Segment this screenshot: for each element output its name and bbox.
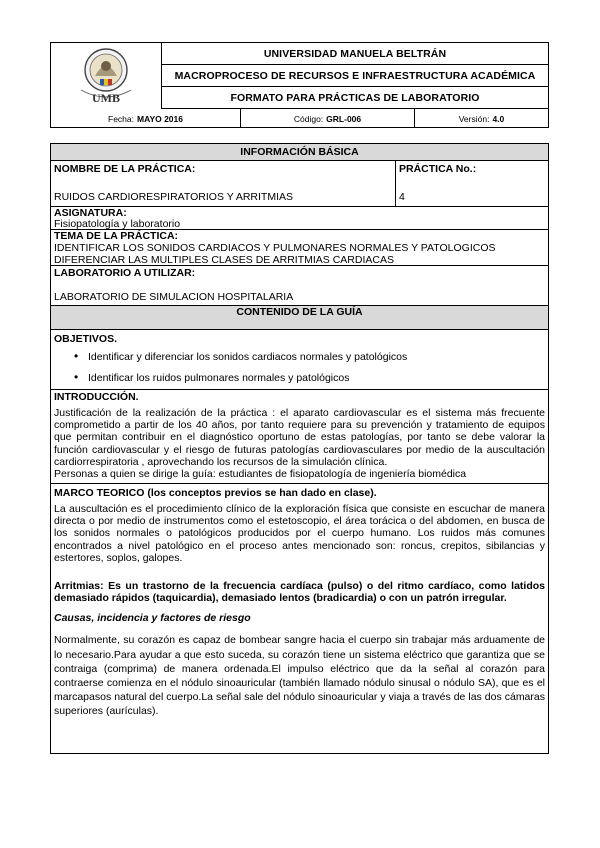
date-cell: Fecha: MAYO 2016 [51, 109, 241, 128]
svg-text:UMB: UMB [92, 91, 120, 105]
objectives-label: OBJETIVOS. [54, 333, 118, 345]
practice-name-value: RUIDOS CARDIORESPIRATORIOS Y ARRITMIAS [54, 191, 294, 203]
document-meta [51, 109, 548, 128]
lab-row [51, 266, 548, 306]
macroprocess-title: MACROPROCESO DE RECURSOS E INFRAESTRUCTURA ACADÉMICA [162, 65, 548, 87]
objectives-section [51, 330, 548, 390]
causes-paragraph: Normalmente, su corazón es capaz de bombear sangre hacia el cuerpo sin trabajar más arduamente de lo necesario.Para ayudar a que esto suceda, su corazón tiene un sistema eléctrico que garantiza que se contraiga (comprima) de manera ordenada.El impulso eléctrico que da la señal al corazón para contraerse comienza en el nódulo sinoauricular (también llamado nódulo sinusal o nódulo SA), que es el marcapasos natural del cuerpo.La señal sale del nódulo sinoauricular y viaja a través de las dos cámaras superiores (aurículas). [54, 634, 545, 718]
topic-row [51, 230, 548, 266]
theory-label: MARCO TEORICO (los conceptos previos se han dado en clase). [54, 487, 377, 499]
format-title: FORMATO PARA PRÁCTICAS DE LABORATORIO [162, 87, 548, 109]
theory-section [51, 484, 548, 753]
subject-value: Fisiopatología y laboratorio [54, 218, 181, 230]
university-name: UNIVERSIDAD MANUELA BELTRÁN [162, 43, 548, 65]
introduction-section [51, 390, 548, 484]
topic-line-2: DIFERENCIAR LAS MULTIPLES CLASES DE ARRITMIAS CARDIACAS [54, 254, 394, 266]
document-header [50, 42, 549, 128]
causes-heading: Causas, incidencia y factores de riesgo [54, 612, 251, 625]
auscultation-paragraph: La auscultación es el procedimiento clínico de la exploración física que consiste en escuchar de manera directa o por medio de instrumentos como el estetoscopio, el área torácica o del abdomen, en busca de los sonidos normales o patológicos producidos por el cuerpo humano. Los ruidos más comunes encontrados a nivel patológico en el proceso antes mencionado son: roncus, crepitos, sibilancias y estertores, soplos, galopes. [54, 503, 545, 564]
code-cell: Código: GRL-006 [241, 109, 415, 128]
umb-seal-icon [67, 46, 145, 106]
version-cell: Versión: 4.0 [458, 113, 505, 124]
guide-content-heading: CONTENIDO DE LA GUÍA [51, 306, 548, 330]
code-value: GRL-006 [326, 113, 362, 124]
practice-name-label: NOMBRE DE LA PRÁCTICA: [54, 163, 196, 175]
practice-number-value: 4 [399, 191, 405, 203]
basic-info-heading: INFORMACIÓN BÁSICA [51, 144, 548, 161]
practice-name-row [51, 161, 548, 207]
objective-item: • Identificar los ruidos pulmonares normales y patológicos [54, 372, 545, 384]
lab-label: LABORATORIO A UTILIZAR: [54, 267, 196, 279]
topic-line-1: IDENTIFICAR LOS SONIDOS CARDIACOS Y PULMONARES NORMALES Y PATOLOGICOS [54, 242, 496, 254]
objective-item: • Identificar y diferenciar los sonidos cardiacos normales y patológicos [54, 351, 545, 363]
practice-info-table [50, 143, 549, 754]
topic-label: TEMA DE LA PRÁCTICA: [54, 230, 179, 242]
objectives-list [54, 351, 545, 384]
target-audience: Personas a quien se dirige la guía: estudiantes de fisiopatología de ingeniería biomédica [54, 468, 467, 481]
university-logo [51, 43, 162, 109]
version-value: 4.0 [492, 113, 505, 124]
introduction-label: INTRODUCCIÓN. [54, 391, 139, 403]
arrhythmia-definition: Arritmias: Es un trastorno de la frecuencia cardíaca (pulso) o del ritmo cardíaco, como latidos demasiado rápidos (taquicardia), demasiado lentos (bradicardia) o con un patrón irregular. [54, 580, 545, 605]
introduction-paragraph: Justificación de la realización de la práctica : el aparato cardiovascular es el sistema más frecuente comprometido a partir de los 40 años, por tanto requiere para su prevención y tratamiento de equipos que permitan contribuir en el diagnóstico oportuno de estas patologías, por tanto se debe valorar la función cardiovascular y el riesgo de futuras patologías cardiovasculares por medio de la auscultación cardiorrespiratoria , aprovechando los recursos de la simulación clínica. [54, 407, 545, 468]
lab-value: LABORATORIO DE SIMULACION HOSPITALARIA [54, 291, 294, 303]
subject-label: ASIGNATURA: [54, 207, 127, 219]
subject-row [51, 207, 548, 230]
date-value: MAYO 2016 [137, 113, 183, 124]
practice-number-label: PRÁCTICA No.: [399, 163, 477, 175]
